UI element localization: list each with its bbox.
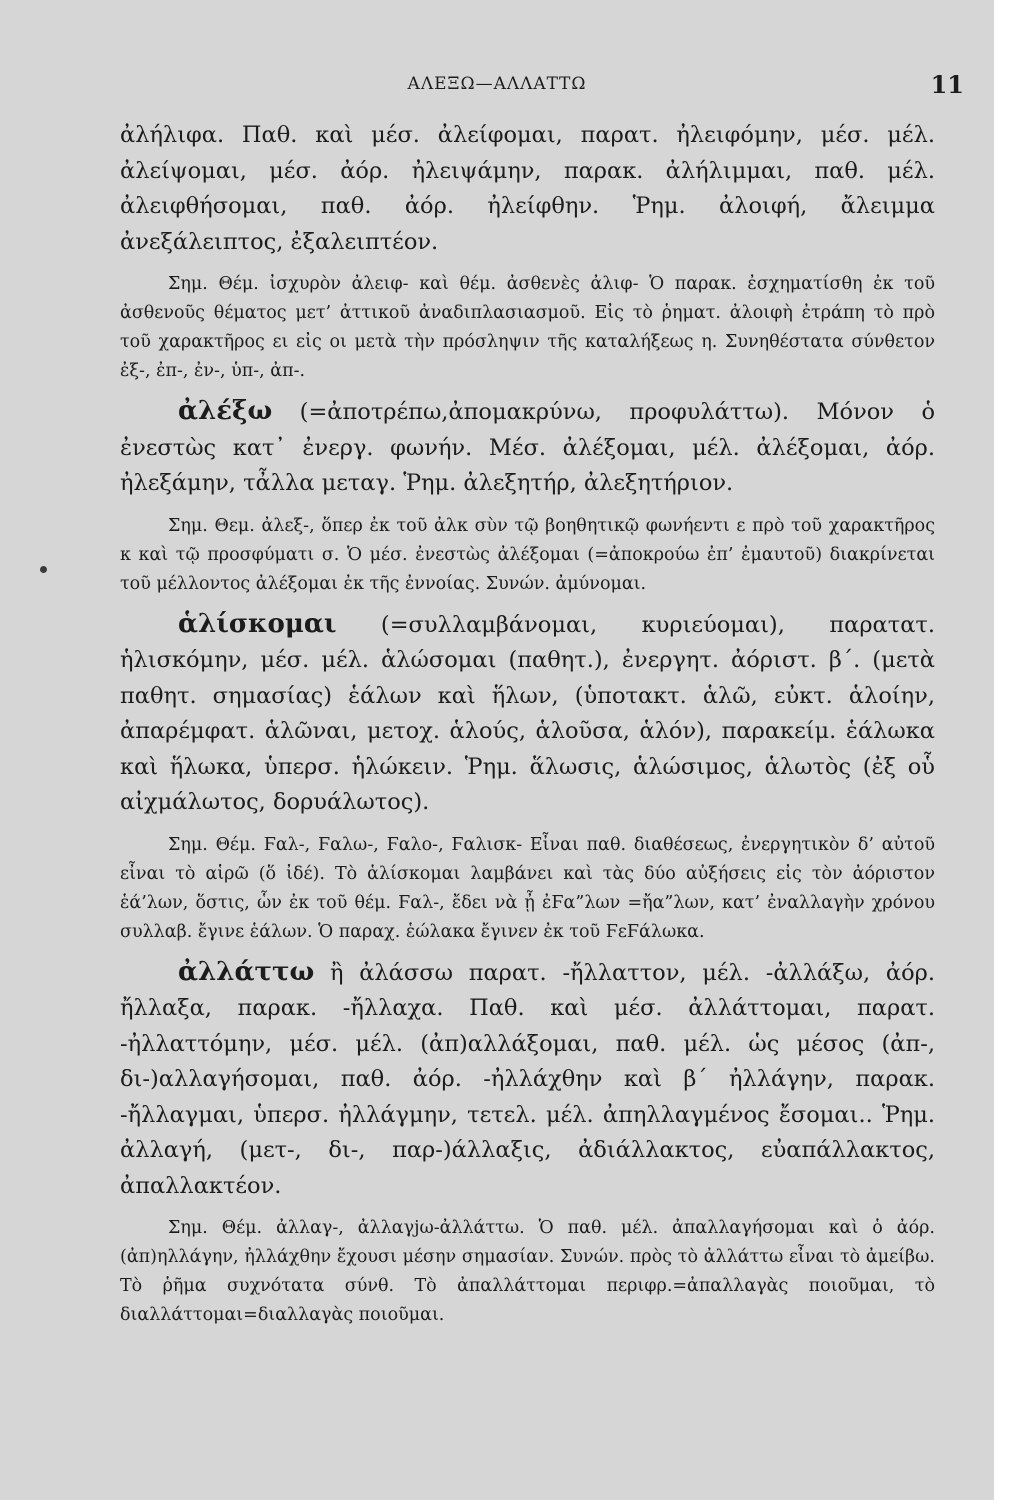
entry-body xyxy=(120,955,935,1205)
entry-headword: ἀλλάττω xyxy=(178,956,315,987)
entry-body: ἀλήλιφα. Παθ. καὶ μέσ. ἀλείφομαι, παρατ. ἠλειφόμην, μέσ. μέλ. ἀλείψομαι, μέσ. ἀόρ. ἠλειψάμην, παρακ. ἀλήλιμμαι, παθ. μέλ. ἀλειφθήσομαι, παθ. ἀόρ. ἠλείφθην. Ῥημ. ἀλοιφή, ἄλειμμα ἀνεξάλειπτος, ἐξαλειπτέον. xyxy=(120,122,935,255)
entry-text: ἢ ἀλάσσω παρατ. -ἤλλαττον, μέλ. -ἀλλάξω, ἀόρ. ἤλλαξα, παρακ. -ἤλλαχα. Παθ. καὶ μέσ. ἀλλάττομαι, παρατ. -ἠλλαττόμην, μέσ. μέλ. (ἀπ)αλλάξομαι, παθ. μέλ. ὡς μέσος (ἀπ-, δι-)αλλαγήσομαι, παθ. ἀόρ. -ἠλλάχθην καὶ β΄ ἠλλάγην, παρακ. -ἤλλαγμαι, ὑπερσ. ἠλλάγμην, τετελ. μέλ. ἀπηλλαγμένος ἔσομαι.. Ῥημ. ἀλλαγή, (μετ-, δι-, παρ-)άλλαξις, ἀδιάλλακτος, εὐαπάλλακτος, ἀπαλλακτέον. xyxy=(120,959,935,1199)
page-header xyxy=(0,70,994,106)
entry-body xyxy=(120,394,935,502)
entry-note: Σημ. Θέμ. ἰσχυρὸν ἀλειφ- καὶ θέμ. ἀσθενὲς ἀλιφ- Ὁ παρακ. ἐσχηματίσθη ἐκ τοῦ ἀσθενοῦς θέματος μετ’ ἀττικοῦ ἀναδιπλασιασμοῦ. Εἰς τὸ ῥηματ. ἀλοιφὴ ἐτράπη τὸ πρὸ τοῦ χαρακτῆρος ει εἰς οι μετὰ τὴν πρόσληψιν τῆς καταλήξεως η. Συνηθέστατα σύνθετον ἐξ-, ἐπ-, ἐν-, ὑπ-, ἀπ-. xyxy=(120,274,935,381)
page-edge xyxy=(994,0,1014,1500)
entry-headword: ἁλίσκομαι xyxy=(178,608,337,639)
entry-note: Σημ. Θέμ. Ϝαλ-, Ϝαλω-, Ϝαλο-, Ϝαλισκ- Εἶναι παθ. διαθέσεως, ἐνεργητικὸν δ’ αὐτοῦ εἶναι τὸ αἱρῶ (ὅ ἰδέ). Τὸ ἁλίσκομαι λαμβάνει καὶ τὰς δύο αὐξήσεις εἰς τὸν ἀόριστον ἑά’λων, ὅστις, ὧν ἐκ τοῦ θέμ. Ϝαλ-, ἔδει νὰ ᾖ ἐϜα”λων =ἤα”λων, κατ’ ἐναλλαγὴν χρόνου συλλαβ. ἔγινε ἑάλων. Ὁ παραχ. ἑώλακα ἔγινεν ἐκ τοῦ ϜεϜάλωκα. xyxy=(120,834,935,942)
entry-alexo xyxy=(120,394,935,599)
entry-headword: ἀλέξω xyxy=(178,396,273,426)
page-mark xyxy=(40,566,47,573)
page-number: 11 xyxy=(930,70,964,99)
running-head: ΑΛΕΞΩ—ΑΛΛΑΤΤΩ xyxy=(407,74,587,94)
entry-allatto xyxy=(120,955,935,1331)
entry-aleipho-continuation xyxy=(120,118,935,386)
entry-note: Σημ. Θεμ. ἀλεξ-, ὅπερ ἐκ τοῦ ἀλκ σὺν τῷ βοηθητικῷ φωνήεντι ε πρὸ τοῦ χαρακτῆρος κ καὶ τῷ προσφύματι σ. Ὁ μέσ. ἐνεστὼς ἀλέξομαι (=ἀποκρούω ἐπ’ ἐμαυτοῦ) διακρίνεται τοῦ μέλλοντος ἀλέξομαι ἐκ τῆς ἐννοίας. Συνών. ἀμύνομαι. xyxy=(120,515,935,594)
entry-haliskomai xyxy=(120,607,935,947)
entry-note: Σημ. Θέμ. ἀλλαγ-, ἀλλαγjω-ἀλλάττω. Ὁ παθ. μέλ. ἀπαλλαγήσομαι καὶ ὁ ἀόρ. (ἀπ)ηλλάγην, ἠλλάχθην ἔχουσι μέσην σημασίαν. Συνών. πρὸς τὸ ἀλλάττω εἶναι τὸ ἀμείβω. Τὸ ῥῆμα συχνότατα σύνθ. Τὸ ἀπαλλάττομαι περιφρ.=ἀπαλλαγὰς ποιοῦμαι, τὸ διαλλάττομαι=διαλλαγὰς ποιοῦμαι. xyxy=(120,1218,935,1325)
page-body xyxy=(120,118,935,1330)
entry-text: (=ἀποτρέπω,ἀπομακρύνω, προφυλάττω). Μόνον ὁ ἐνεστὼς κατ᾽ ἐνεργ. φωνήν. Μέσ. ἀλέξομαι, μέλ. ἀλέξομαι, ἀόρ. ἠλεξάμην, τἆλλα μεταγ. Ῥημ. ἀλεξητήρ, ἀλεξητήριον. xyxy=(120,399,935,496)
entry-text: (=συλλαμβάνομαι, κυριεύομαι), παρατατ. ἡλισκόμην, μέσ. μέλ. ἁλώσομαι (παθητ.), ἐνεργητ. ἀόριστ. β΄. (μετὰ παθητ. σημασίας) ἑάλων καὶ ἥλων, (ὑποτακτ. ἁλῶ, εὐκτ. ἁλοίην, ἀπαρέμφατ. ἁλῶναι, μετοχ. ἁλούς, ἁλοῦσα, ἁλόν), παρακείμ. ἑάλωκα καὶ ἥλωκα, ὑπερσ. ἡλώκειν. Ῥημ. ἅλωσις, ἁλώσιμος, ἁλωτὸς (ἐξ οὗ αἰχμάλωτος, δορυάλωτος). xyxy=(120,611,935,815)
entry-body xyxy=(120,607,935,821)
